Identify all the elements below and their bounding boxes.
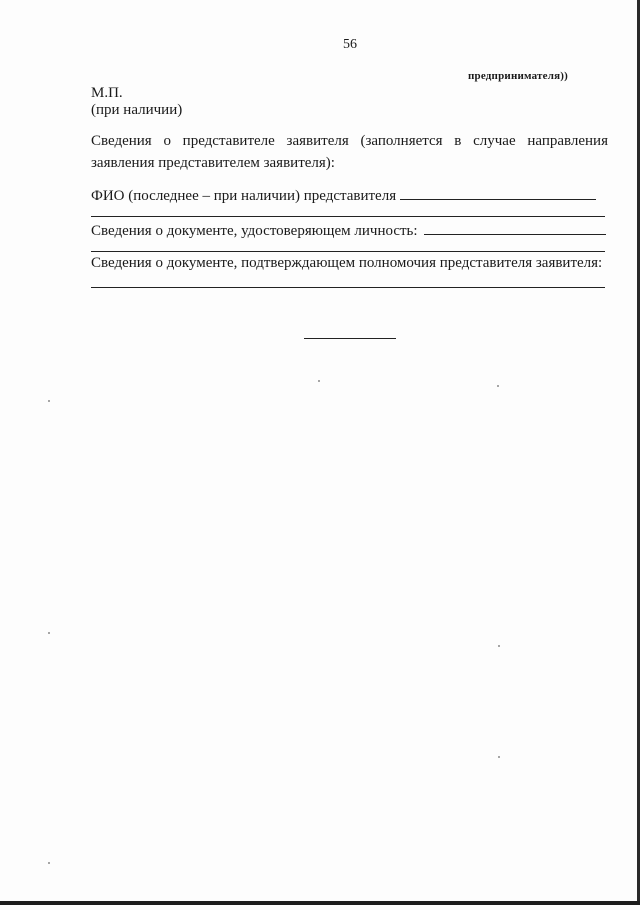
- authority-doc-line[interactable]: [91, 287, 605, 288]
- scan-speck: [498, 645, 500, 647]
- fio-row: [91, 185, 606, 205]
- identity-doc-continuation-line[interactable]: [91, 251, 605, 252]
- end-separator: [304, 338, 396, 339]
- scan-speck: [48, 862, 50, 864]
- authority-doc-row: [91, 255, 606, 272]
- authority-doc-label: Сведения о документе, подтверждающем полномочия представителя заявителя:: [91, 255, 603, 271]
- identity-doc-label: Сведения о документе, удостоверяющем личность:: [91, 223, 418, 239]
- fio-continuation-line[interactable]: [91, 216, 605, 217]
- fio-blank[interactable]: [400, 185, 596, 200]
- scan-edge-bottom: [0, 901, 640, 905]
- scan-speck: [48, 400, 50, 402]
- identity-doc-row: [91, 220, 606, 240]
- scan-speck: [498, 756, 500, 758]
- identity-doc-blank[interactable]: [424, 220, 606, 235]
- stamp-note: (при наличии): [91, 102, 183, 118]
- fio-label: ФИО (последнее – при наличии) представителя: [91, 188, 397, 204]
- scan-speck: [318, 380, 320, 382]
- header-trailing-text: предпринимателя)): [468, 70, 568, 82]
- scan-speck: [497, 385, 499, 387]
- stamp-label: М.П.: [91, 85, 123, 101]
- representative-intro: Сведения о представителе заявителя (заполняется в случае направления заявления представителем заявителя):: [91, 133, 608, 171]
- scan-speck: [48, 632, 50, 634]
- page-number: 56: [343, 37, 357, 52]
